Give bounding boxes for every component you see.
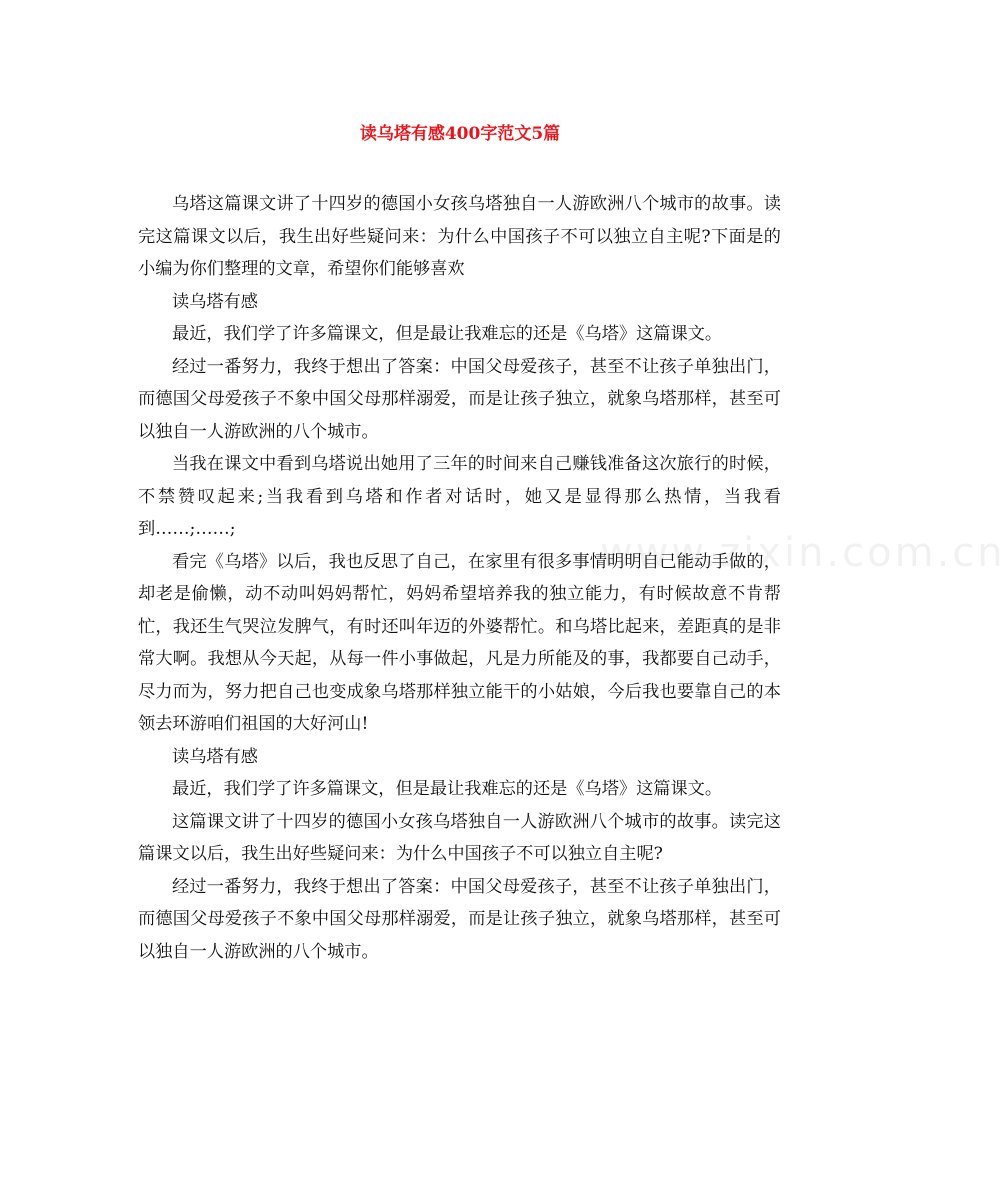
paragraph: 最近，我们学了许多篇课文，但是最让我难忘的还是《乌塔》这篇课文。 <box>172 779 723 799</box>
paragraph-intro: 乌塔这篇课文讲了十四岁的德国小女孩乌塔独自一人游欧洲八个城市的故事。读完这篇课文以后，我生出好些疑问来：为什么中国孩子不可以独立自主呢?下面是的小编为你们整理的文章，希望你们能够喜欢 <box>138 194 781 279</box>
document-body <box>138 188 781 968</box>
section-heading: 读乌塔有感 <box>172 746 258 767</box>
paragraph: 经过一番努力，我终于想出了答案：中国父母爱孩子，甚至不让孩子单独出门，而德国父母爱孩子不象中国父母那样溺爱，而是让孩子独立，就象乌塔那样，甚至可以独自一人游欧洲的八个城市。 <box>138 356 781 442</box>
paragraph: 当我在课文中看到乌塔说出她用了三年的时间来自己赚钱准备这次旅行的时候，不禁赞叹起来;当我看到乌塔和作者对话时，她又是显得那么热情，当我看到……;……; <box>138 454 781 539</box>
paragraph: 经过一番努力，我终于想出了答案：中国父母爱孩子，甚至不让孩子单独出门，而德国父母爱孩子不象中国父母那样溺爱，而是让孩子独立，就象乌塔那样，甚至可以独自一人游欧洲的八个城市。 <box>138 876 781 962</box>
section-heading: 读乌塔有感 <box>172 291 258 312</box>
paragraph: 这篇课文讲了十四岁的德国小女孩乌塔独自一人游欧洲八个城市的故事。读完这篇课文以后，我生出好些疑问来：为什么中国孩子不可以独立自主呢? <box>138 811 781 864</box>
paragraph: 看完《乌塔》以后，我也反思了自己，在家里有很多事情明明自己能动手做的，却老是偷懒，动不动叫妈妈帮忙，妈妈希望培养我的独立能力，有时候故意不肯帮忙，我还生气哭泣发脾气，有时还叫年迈的外婆帮忙。和乌塔比起来，差距真的是非常大啊。我想从今天起，从每一件小事做起，凡是力所能及的事，我都要自己动手，尽力而为，努力把自己也变成象乌塔那样独立能干的小姑娘，今后我也要靠自己的本领去环游咱们祖国的大好河山! <box>138 551 781 734</box>
document-title: 读乌塔有感400字范文5篇 <box>359 124 561 144</box>
watermark: www.zixin.com.cn <box>600 530 1006 576</box>
paragraph: 最近，我们学了许多篇课文，但是最让我难忘的还是《乌塔》这篇课文。 <box>172 324 723 344</box>
